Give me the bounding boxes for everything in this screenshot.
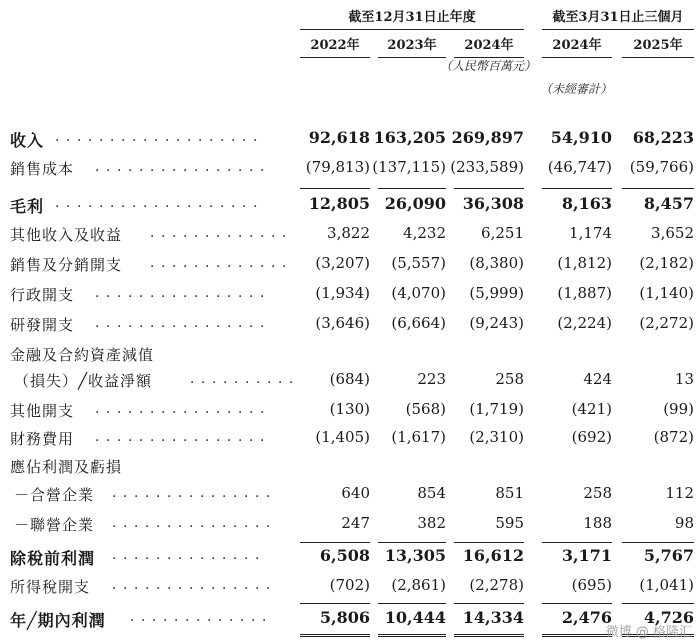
row-label: （損失）╱收益淨額 <box>14 372 153 390</box>
row-value: 188 <box>583 514 612 532</box>
leader-dots: ．．．．．．．．．． <box>190 371 307 387</box>
row-value: (2,224) <box>557 314 612 332</box>
subtotal-underline <box>454 542 524 543</box>
leader-dots: ．．．．．．．．．．．．．．．． <box>95 401 278 417</box>
table-row <box>0 484 700 512</box>
table-row <box>0 514 700 542</box>
row-value: (702) <box>329 576 370 594</box>
row-value: 854 <box>417 484 446 502</box>
subtotal-underline <box>622 603 694 604</box>
row-value: 98 <box>674 514 694 532</box>
row-value: 3,822 <box>327 224 370 242</box>
row-value: (872) <box>653 428 694 446</box>
row-value: (1,887) <box>557 284 612 302</box>
leader-dots: ．．．．．．．．．．．．．．． <box>112 577 284 593</box>
subtotal-underline <box>378 603 446 604</box>
leader-dots: ．．．．．．．．．．．．．．． <box>112 485 284 501</box>
leader-dots: ．．．．．．．．．．．．．．．． <box>95 285 278 301</box>
row-value: 12,805 <box>308 194 370 213</box>
row-value: (1,405) <box>315 428 370 446</box>
row-value: (5,999) <box>469 284 524 302</box>
row-value: 10,444 <box>384 608 446 627</box>
row-value: 36,308 <box>462 194 524 213</box>
row-label: 研發開支 <box>10 316 75 334</box>
total-double-underline <box>454 634 524 637</box>
row-value: (1,934) <box>315 284 370 302</box>
watermark: 微博 @ 格隆汇 <box>605 625 692 640</box>
row-value: 1,174 <box>569 224 612 242</box>
leader-dots: ．．．．．．．．．．．．． <box>130 609 280 625</box>
row-label: 所得稅開支 <box>10 578 91 596</box>
row-value: 258 <box>495 370 524 388</box>
subtotal-underline <box>300 542 370 543</box>
row-label: －聯營企業 <box>14 516 95 534</box>
row-value: (421) <box>571 400 612 418</box>
row-value: (3,646) <box>315 314 370 332</box>
row-value: (2,182) <box>639 254 694 272</box>
leader-dots: ．．．．．．．．．．．．．．．． <box>95 315 278 331</box>
subtotal-underline <box>378 188 446 189</box>
row-label: 行政開支 <box>10 286 75 304</box>
row-value: 4,232 <box>403 224 446 242</box>
row-value: (6,664) <box>391 314 446 332</box>
row-label: 年╱期內利潤 <box>10 611 106 630</box>
row-value: 26,090 <box>384 194 446 213</box>
table-row <box>0 158 700 186</box>
row-label: 毛利 <box>10 197 45 216</box>
row-value: (1,041) <box>639 576 694 594</box>
row-value: (137,115) <box>372 158 446 176</box>
row-label: 收入 <box>10 131 45 150</box>
subtotal-underline <box>622 188 694 189</box>
total-double-underline <box>378 634 446 637</box>
row-value: 16,612 <box>462 546 524 565</box>
table-row <box>0 400 700 428</box>
table-row <box>0 284 700 312</box>
row-value: 424 <box>583 370 612 388</box>
header-year-2025-q1: 2025年 <box>622 34 694 58</box>
subtotal-underline <box>300 188 370 189</box>
row-value: (568) <box>405 400 446 418</box>
row-label: －合營企業 <box>14 486 95 504</box>
row-value: 13,305 <box>384 546 446 565</box>
row-value: (1,812) <box>557 254 612 272</box>
table-row <box>0 456 700 484</box>
row-value: 8,163 <box>561 194 612 213</box>
table-row <box>0 546 700 574</box>
row-value: 223 <box>417 370 446 388</box>
row-value: (1,140) <box>639 284 694 302</box>
total-double-underline <box>300 634 370 637</box>
row-value: 247 <box>341 514 370 532</box>
row-value: (684) <box>329 370 370 388</box>
row-value: 6,508 <box>319 546 370 565</box>
row-label: 除稅前利潤 <box>10 549 96 568</box>
subtotal-underline <box>542 542 612 543</box>
table-row <box>0 576 700 604</box>
row-label: 金融及合約資產減值 <box>10 346 155 364</box>
leader-dots: ．．．．．．．．．．．．． <box>150 255 300 271</box>
leader-dots: ．．．．．．．．．．．．． <box>150 225 300 241</box>
row-value: 14,334 <box>462 608 524 627</box>
row-value: (4,070) <box>391 284 446 302</box>
header-year-2023: 2023年 <box>378 34 446 58</box>
table-row <box>0 370 700 398</box>
header-year-2024-q1: 2024年 <box>542 34 612 58</box>
row-label: 銷售成本 <box>10 160 75 178</box>
row-value: 851 <box>495 484 524 502</box>
row-value: (692) <box>571 428 612 446</box>
leader-dots: ．．．．．．．．．．．．．．．． <box>95 429 278 445</box>
row-value: (1,719) <box>469 400 524 418</box>
row-value: 6,251 <box>481 224 524 242</box>
row-value: (130) <box>329 400 370 418</box>
row-value: 269,897 <box>451 128 524 147</box>
leader-dots: ．．．．．．．．．．．．．． <box>112 547 273 563</box>
row-value: 382 <box>417 514 446 532</box>
table-row <box>0 344 700 372</box>
row-value: (79,813) <box>305 158 370 176</box>
row-value: (233,589) <box>450 158 524 176</box>
subtotal-underline <box>622 542 694 543</box>
leader-dots: ．．．．．．．．．．．．．．．．．．． <box>55 195 271 211</box>
row-value: 640 <box>341 484 370 502</box>
table-row <box>0 224 700 252</box>
row-value: (59,766) <box>629 158 694 176</box>
row-value: 258 <box>583 484 612 502</box>
row-value: 595 <box>495 514 524 532</box>
row-value: 3,652 <box>651 224 694 242</box>
row-value: (1,617) <box>391 428 446 446</box>
row-value: (8,380) <box>469 254 524 272</box>
subtotal-underline <box>300 603 370 604</box>
row-value: (695) <box>571 576 612 594</box>
row-label: 其他收入及收益 <box>10 226 123 244</box>
row-value: (46,747) <box>547 158 612 176</box>
subtotal-underline <box>454 603 524 604</box>
row-value: (2,278) <box>469 576 524 594</box>
row-value: 3,171 <box>561 546 612 565</box>
unit-note: （人民幣百萬元） <box>440 59 537 73</box>
row-value: 4,726 <box>643 608 694 627</box>
row-value: 5,806 <box>319 608 370 627</box>
row-value: 68,223 <box>632 128 694 147</box>
header-year-2024: 2024年 <box>454 34 524 58</box>
table-row <box>0 254 700 282</box>
unaudited-note: （未經審計） <box>540 82 613 96</box>
row-value: 2,476 <box>561 608 612 627</box>
header-group-three-months: 截至3月31日止三個月 <box>542 6 694 30</box>
row-value: 163,205 <box>373 128 446 147</box>
leader-dots: ．．．．．．．．．．．．．．．．．．． <box>55 129 271 145</box>
row-value: 54,910 <box>550 128 612 147</box>
leader-dots: ．．．．．．．．．．．．．．． <box>112 515 284 531</box>
row-value: 13 <box>674 370 694 388</box>
row-value: 112 <box>665 484 694 502</box>
row-value: (5,557) <box>391 254 446 272</box>
leader-dots: ．．．．．．．．．．．．．．．． <box>95 159 278 175</box>
table-row <box>0 128 700 156</box>
row-value: (2,310) <box>469 428 524 446</box>
table-row <box>0 608 700 636</box>
subtotal-underline <box>454 188 524 189</box>
row-label: 其他開支 <box>10 402 75 420</box>
subtotal-underline <box>378 542 446 543</box>
row-value: 92,618 <box>308 128 370 147</box>
row-label: 應佔利潤及虧損 <box>10 458 123 476</box>
row-value: (2,272) <box>639 314 694 332</box>
row-value: (3,207) <box>315 254 370 272</box>
subtotal-underline <box>542 603 612 604</box>
total-double-underline <box>542 634 612 637</box>
row-label: 財務費用 <box>10 430 75 448</box>
row-value: (9,243) <box>469 314 524 332</box>
row-value: 5,767 <box>643 546 694 565</box>
table-row <box>0 194 700 222</box>
row-label: 銷售及分銷開支 <box>10 256 123 274</box>
subtotal-underline <box>542 188 612 189</box>
row-value: (99) <box>663 400 694 418</box>
row-value: (2,861) <box>391 576 446 594</box>
header-year-2022: 2022年 <box>300 34 370 58</box>
table-row <box>0 428 700 456</box>
row-value: 8,457 <box>643 194 694 213</box>
table-row <box>0 314 700 342</box>
header-group-full-year: 截至12月31日止年度 <box>300 6 524 30</box>
